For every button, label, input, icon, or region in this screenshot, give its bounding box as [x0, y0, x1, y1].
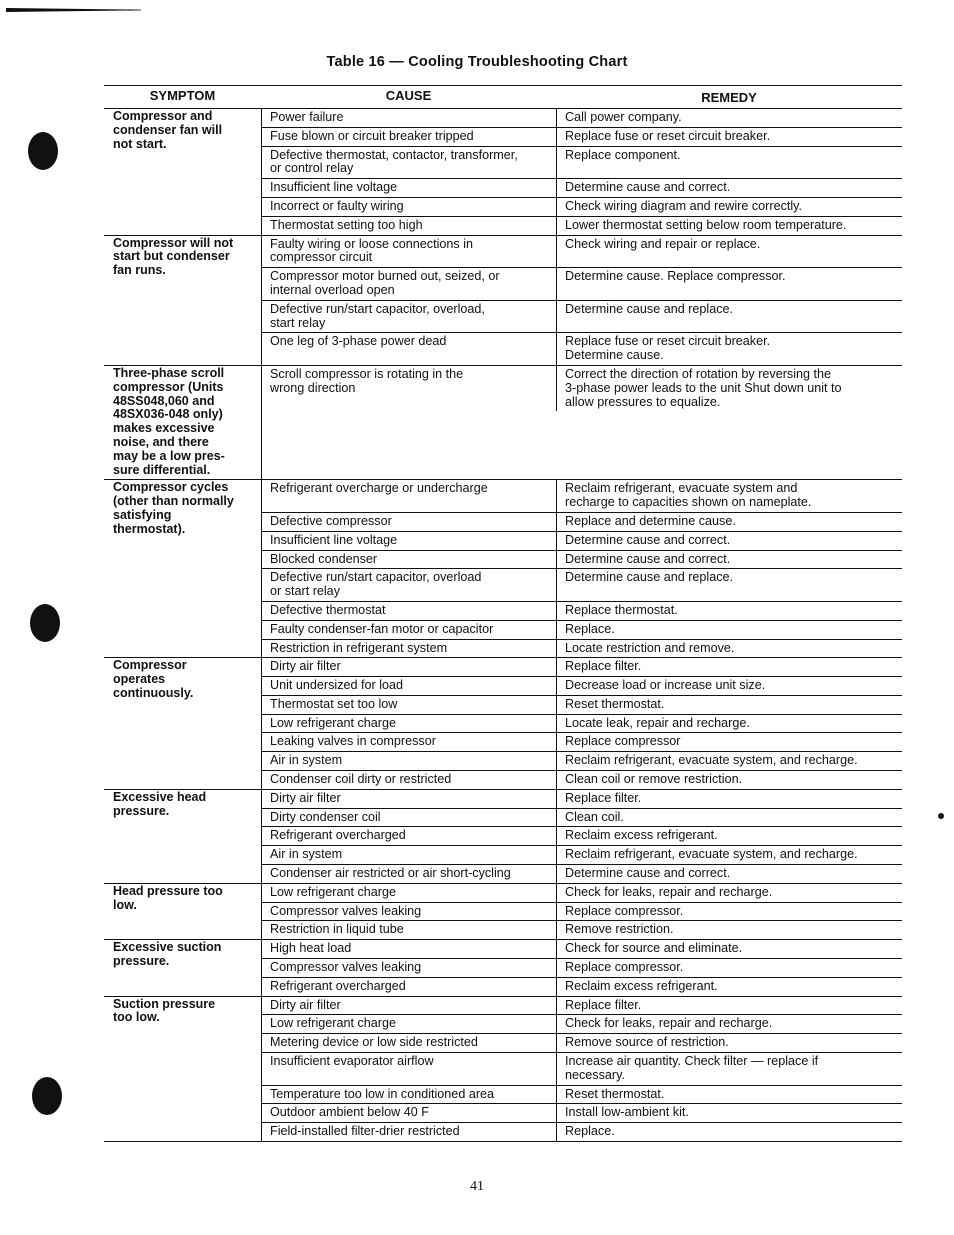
page-number: 41 — [470, 1179, 484, 1194]
table-row — [262, 940, 902, 958]
table-row — [262, 197, 902, 216]
cause-remedy-rows — [261, 236, 902, 365]
table-row — [262, 568, 902, 601]
table-row — [262, 808, 902, 827]
cause-cell: Metering device or low side restricted — [262, 1034, 557, 1052]
remedy-cell: Reset thermostat. — [565, 696, 665, 711]
table-row — [262, 770, 902, 789]
remedy-cell: Clean coil or remove restriction. — [565, 772, 743, 787]
header-remedy: REMEDY — [701, 90, 757, 105]
cause-remedy-rows — [261, 940, 902, 995]
table-row — [262, 902, 902, 921]
remedy-cell: Determine cause and correct. — [565, 180, 731, 195]
remedy-cell: Reclaim refrigerant, evacuate system and recharge to capacities shown on nameplate. — [565, 481, 812, 510]
cause-cell: Scroll compressor is rotating in the wrong direction — [262, 366, 557, 411]
table-row — [262, 1122, 902, 1141]
cause-cell: Defective thermostat, contactor, transformer, or control relay — [262, 147, 557, 179]
symptom-group — [104, 108, 902, 235]
remedy-cell: Replace compressor. — [565, 960, 684, 975]
remedy-cell: Replace compressor. — [565, 903, 684, 918]
table-row — [262, 216, 902, 235]
cause-cell: Restriction in liquid tube — [262, 921, 557, 939]
table-row — [262, 826, 902, 845]
table-row — [262, 864, 902, 883]
table-title: Table 16 — Cooling Troubleshooting Chart — [326, 54, 628, 70]
cause-remedy-rows — [261, 366, 902, 479]
cause-cell: Defective compressor — [262, 513, 557, 531]
remedy-cell: Check wiring and repair or replace. — [565, 236, 761, 251]
table-row — [262, 676, 902, 695]
symptom-group — [104, 657, 902, 789]
cause-cell: Outdoor ambient below 40 F — [262, 1104, 557, 1122]
cause-cell: Thermostat set too low — [262, 696, 557, 714]
table-row — [262, 920, 902, 939]
header-cause: CAUSE — [385, 88, 432, 103]
cause-cell: High heat load — [262, 940, 557, 958]
table-row — [262, 109, 902, 127]
remedy-cell: Replace and determine cause. — [565, 513, 736, 528]
cause-cell: Temperature too low in conditioned area — [262, 1086, 557, 1104]
remedy-cell: Replace component. — [565, 147, 681, 162]
table-row — [262, 732, 902, 751]
table-row — [262, 512, 902, 531]
table-row — [262, 332, 902, 365]
scan-top-mark — [6, 8, 141, 12]
table-row — [262, 639, 902, 658]
remedy-cell: Check for leaks, repair and recharge. — [565, 884, 773, 899]
table-row — [262, 714, 902, 733]
table-row — [262, 601, 902, 620]
cause-cell: Defective thermostat — [262, 602, 557, 620]
cause-cell: Unit undersized for load — [262, 677, 557, 695]
symptom-group — [104, 789, 902, 883]
cause-cell: Air in system — [262, 846, 557, 864]
table-row — [262, 958, 902, 977]
remedy-cell: Reclaim refrigerant, evacuate system, and recharge. — [565, 753, 858, 768]
remedy-cell: Determine cause and replace. — [565, 570, 734, 585]
symptom-cell: Compressor cycles (other than normally satisfying thermostat). — [113, 480, 234, 536]
remedy-cell: Locate restriction and remove. — [565, 640, 735, 655]
table-row — [262, 178, 902, 197]
cause-cell: Insufficient line voltage — [262, 532, 557, 550]
cause-cell: Compressor motor burned out, seized, or internal overload open — [262, 268, 557, 300]
symptom-cell: Suction pressure too low. — [113, 996, 216, 1025]
remedy-cell: Check for source and eliminate. — [565, 941, 743, 956]
cause-cell: Power failure — [262, 109, 557, 127]
table-row — [262, 695, 902, 714]
cause-cell: Blocked condenser — [262, 551, 557, 569]
cause-cell: Refrigerant overcharged — [262, 978, 557, 996]
symptom-group — [104, 883, 902, 939]
table-row — [262, 146, 902, 179]
troubleshooting-table — [104, 85, 902, 1142]
remedy-cell: Determine cause and replace. — [565, 301, 734, 316]
cause-cell: Defective run/start capacitor, overload, start relay — [262, 301, 557, 333]
cause-cell: Incorrect or faulty wiring — [262, 198, 557, 216]
cause-cell: Condenser coil dirty or restricted — [262, 771, 557, 789]
cause-cell: Defective run/start capacitor, overload or start relay — [262, 569, 557, 601]
header-symptom: SYMPTOM — [149, 88, 216, 103]
table-row — [262, 620, 902, 639]
remedy-cell: Replace. — [565, 1124, 615, 1139]
cause-remedy-rows — [261, 997, 902, 1141]
cause-cell: Compressor valves leaking — [262, 959, 557, 977]
cause-cell: Low refrigerant charge — [262, 715, 557, 733]
cause-cell: Field-installed filter-drier restricted — [262, 1123, 557, 1141]
margin-mark — [938, 813, 944, 819]
table-row — [262, 531, 902, 550]
remedy-cell: Reset thermostat. — [565, 1086, 665, 1101]
symptom-cell: Excessive head pressure. — [113, 789, 207, 818]
remedy-cell: Determine cause and correct. — [565, 866, 731, 881]
table-row — [262, 1033, 902, 1052]
remedy-cell: Remove restriction. — [565, 922, 674, 937]
cause-cell: Dirty condenser coil — [262, 809, 557, 827]
cause-cell: Restriction in refrigerant system — [262, 640, 557, 658]
symptom-group — [104, 939, 902, 995]
cause-cell: Fuse blown or circuit breaker tripped — [262, 128, 557, 146]
symptom-group — [104, 996, 902, 1141]
remedy-cell: Check wiring diagram and rewire correctly. — [565, 198, 803, 213]
remedy-cell: Replace fuse or reset circuit breaker. — [565, 128, 771, 143]
cause-cell: Insufficient line voltage — [262, 179, 557, 197]
cause-cell: Low refrigerant charge — [262, 1015, 557, 1033]
cause-cell: Air in system — [262, 752, 557, 770]
table-row — [262, 658, 902, 676]
table-bottom-rule — [104, 1141, 902, 1142]
remedy-cell: Reclaim excess refrigerant. — [565, 978, 718, 993]
remedy-cell: Check for leaks, repair and recharge. — [565, 1016, 773, 1031]
remedy-cell: Increase air quantity. Check filter — replace if necessary. — [565, 1054, 819, 1082]
symptom-cell: Compressor and condenser fan will not start. — [113, 109, 223, 151]
cause-cell: Dirty air filter — [262, 790, 557, 808]
symptom-cell: Head pressure too low. — [113, 883, 223, 912]
cause-cell: One leg of 3-phase power dead — [262, 333, 557, 365]
remedy-cell: Replace compressor — [565, 734, 681, 749]
cause-remedy-rows — [261, 109, 902, 235]
table-row — [262, 1103, 902, 1122]
table-row — [262, 267, 902, 300]
table-row — [262, 751, 902, 770]
cause-cell: Condenser air restricted or air short-cycling — [262, 865, 557, 883]
remedy-cell: Determine cause. Replace compressor. — [565, 269, 786, 284]
cause-cell: Low refrigerant charge — [262, 884, 557, 902]
table-header-row — [104, 85, 902, 108]
remedy-cell: Call power company. — [565, 110, 682, 124]
table-row — [262, 550, 902, 569]
table-row — [262, 1052, 902, 1085]
table-row — [262, 997, 902, 1015]
cause-cell: Faulty condenser-fan motor or capacitor — [262, 621, 557, 639]
table-row — [262, 480, 902, 512]
cause-cell: Thermostat setting too high — [262, 217, 557, 235]
remedy-cell: Replace thermostat. — [565, 602, 678, 617]
symptom-cell: Excessive suction pressure. — [113, 940, 222, 969]
cause-cell: Leaking valves in compressor — [262, 733, 557, 751]
remedy-cell: Replace fuse or reset circuit breaker. Determine cause. — [565, 334, 771, 363]
remedy-cell: Decrease load or increase unit size. — [565, 678, 766, 693]
symptom-cell: Three-phase scroll compressor (Units 48SS048,060 and 48SX036-048 only) makes excessive noise, and there may be a low pres- sure differential. — [113, 365, 225, 477]
binder-hole-middle — [30, 604, 60, 642]
remedy-cell: Locate leak, repair and recharge. — [565, 715, 750, 730]
cause-remedy-rows — [261, 480, 902, 657]
remedy-cell: Reclaim excess refrigerant. — [565, 828, 718, 843]
cause-cell: Refrigerant overcharge or undercharge — [262, 480, 557, 512]
table-body — [104, 108, 902, 1141]
cause-remedy-rows — [261, 790, 902, 883]
table-row — [262, 1085, 902, 1104]
remedy-cell: Reclaim refrigerant, evacuate system, and recharge. — [565, 847, 858, 862]
table-row — [262, 884, 902, 902]
cause-cell: Dirty air filter — [262, 997, 557, 1015]
binder-hole-bottom — [32, 1077, 62, 1115]
table-row — [262, 790, 902, 808]
table-row — [262, 236, 902, 268]
cause-cell: Compressor valves leaking — [262, 903, 557, 921]
cause-cell: Refrigerant overcharged — [262, 827, 557, 845]
table-row — [262, 1014, 902, 1033]
table-row — [262, 300, 902, 333]
symptom-group — [104, 479, 902, 657]
remedy-cell: Correct the direction of rotation by reversing the 3-phase power leads to the unit Shut down unit to allow pressures to equalize. — [565, 366, 842, 409]
symptom-cell: Compressor will not start but condenser fan runs. — [113, 235, 234, 278]
remedy-cell: Replace filter. — [565, 997, 642, 1012]
remedy-cell: Determine cause and correct. — [565, 551, 731, 566]
cause-cell: Dirty air filter — [262, 658, 557, 676]
symptom-group — [104, 235, 902, 365]
cause-cell: Faulty wiring or loose connections in compressor circuit — [262, 236, 557, 268]
remedy-cell: Replace filter. — [565, 659, 642, 674]
remedy-cell: Clean coil. — [565, 809, 624, 824]
remedy-cell: Lower thermostat setting below room temperature. — [565, 217, 847, 232]
table-row — [262, 127, 902, 146]
remedy-cell: Remove source of restriction. — [565, 1035, 729, 1050]
table-row — [262, 845, 902, 864]
table-row — [262, 977, 902, 996]
remedy-cell: Install low-ambient kit. — [565, 1105, 689, 1120]
binder-hole-top — [28, 132, 58, 170]
symptom-group — [104, 365, 902, 479]
cause-remedy-rows — [261, 658, 902, 789]
cause-remedy-rows — [261, 884, 902, 939]
symptom-cell: Compressor operates continuously. — [113, 658, 194, 700]
cause-cell: Insufficient evaporator airflow — [262, 1053, 557, 1085]
table-row — [262, 366, 902, 411]
remedy-cell: Replace. — [565, 621, 615, 636]
remedy-cell: Replace filter. — [565, 790, 642, 805]
remedy-cell: Determine cause and correct. — [565, 532, 731, 547]
